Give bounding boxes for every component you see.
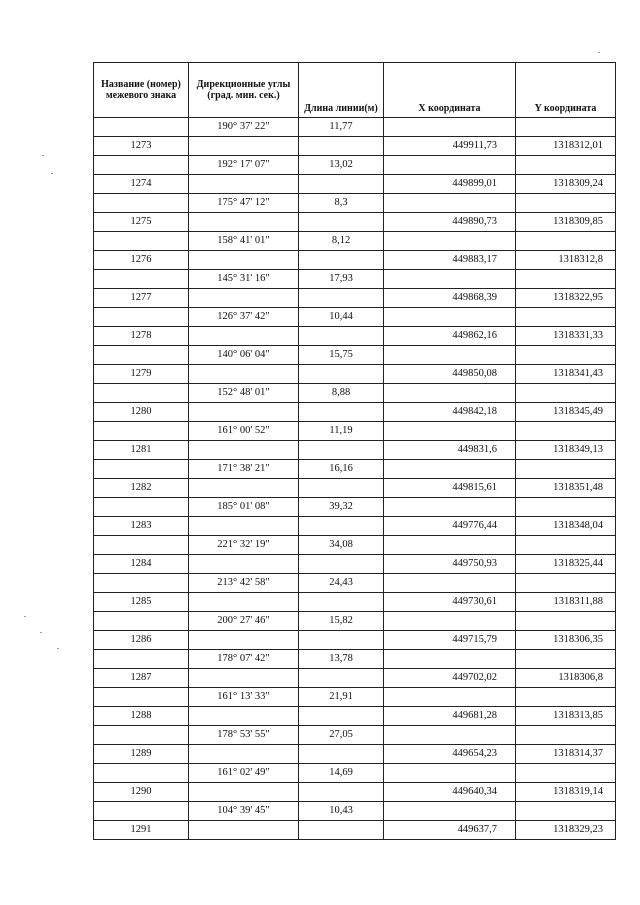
marker-name-cell: 1283 xyxy=(94,517,189,536)
x-coordinate-cell-empty xyxy=(384,384,516,403)
marker-name-cell: 1286 xyxy=(94,631,189,650)
marker-name-cell-empty xyxy=(94,688,189,707)
table-row-line xyxy=(94,764,616,783)
directional-angle-cell: 178° 07' 42" xyxy=(189,650,299,669)
marker-name-cell-empty xyxy=(94,726,189,745)
marker-name-cell: 1288 xyxy=(94,707,189,726)
x-coordinate-cell-empty xyxy=(384,498,516,517)
y-coordinate-cell: 1318306,35 xyxy=(516,631,616,650)
directional-angle-cell-empty xyxy=(189,213,299,232)
table-row-line xyxy=(94,688,616,707)
directional-angle-cell-empty xyxy=(189,707,299,726)
x-coordinate-cell: 449862,16 xyxy=(384,327,516,346)
x-coordinate-cell-empty xyxy=(384,688,516,707)
scan-speck xyxy=(57,648,59,649)
directional-angle-cell: 161° 02' 49" xyxy=(189,764,299,783)
x-coordinate-cell-empty xyxy=(384,194,516,213)
marker-name-cell: 1278 xyxy=(94,327,189,346)
table-row-line xyxy=(94,612,616,631)
line-length-cell: 16,16 xyxy=(299,460,384,479)
marker-name-cell: 1275 xyxy=(94,213,189,232)
directional-angle-cell-empty xyxy=(189,745,299,764)
directional-angle-cell-empty xyxy=(189,517,299,536)
x-coordinate-cell: 449637,7 xyxy=(384,821,516,840)
header-line-length: Длина линии(м) xyxy=(299,63,384,118)
x-coordinate-cell-empty xyxy=(384,612,516,631)
scan-speck xyxy=(40,632,42,633)
directional-angle-cell-empty xyxy=(189,479,299,498)
line-length-cell-empty xyxy=(299,783,384,802)
marker-name-cell: 1284 xyxy=(94,555,189,574)
directional-angle-cell: 175° 47' 12" xyxy=(189,194,299,213)
directional-angle-cell: 126° 37' 42" xyxy=(189,308,299,327)
directional-angle-cell-empty xyxy=(189,175,299,194)
y-coordinate-cell: 1318314,37 xyxy=(516,745,616,764)
x-coordinate-cell: 449911,73 xyxy=(384,137,516,156)
table-row-point xyxy=(94,251,616,270)
y-coordinate-cell: 1318313,85 xyxy=(516,707,616,726)
x-coordinate-cell: 449654,23 xyxy=(384,745,516,764)
marker-name-cell-empty xyxy=(94,460,189,479)
y-coordinate-cell-empty xyxy=(516,726,616,745)
line-length-cell: 15,75 xyxy=(299,346,384,365)
x-coordinate-cell-empty xyxy=(384,764,516,783)
table-row-line xyxy=(94,726,616,745)
table-row-line xyxy=(94,156,616,175)
y-coordinate-cell-empty xyxy=(516,536,616,555)
y-coordinate-cell: 1318348,04 xyxy=(516,517,616,536)
y-coordinate-cell-empty xyxy=(516,270,616,289)
x-coordinate-cell: 449831,6 xyxy=(384,441,516,460)
marker-name-cell-empty xyxy=(94,802,189,821)
y-coordinate-cell-empty xyxy=(516,232,616,251)
table-row-point xyxy=(94,441,616,460)
line-length-cell: 11,19 xyxy=(299,422,384,441)
x-coordinate-cell: 449730,61 xyxy=(384,593,516,612)
line-length-cell-empty xyxy=(299,289,384,308)
directional-angle-cell-empty xyxy=(189,137,299,156)
line-length-cell-empty xyxy=(299,745,384,764)
line-length-cell: 8,88 xyxy=(299,384,384,403)
line-length-cell-empty xyxy=(299,441,384,460)
marker-name-cell-empty xyxy=(94,422,189,441)
directional-angle-cell-empty xyxy=(189,669,299,688)
marker-name-cell: 1277 xyxy=(94,289,189,308)
y-coordinate-cell-empty xyxy=(516,498,616,517)
x-coordinate-cell: 449776,44 xyxy=(384,517,516,536)
table-row-line xyxy=(94,574,616,593)
line-length-cell: 13,78 xyxy=(299,650,384,669)
table-row-line xyxy=(94,308,616,327)
x-coordinate-cell-empty xyxy=(384,118,516,137)
table-row-line xyxy=(94,460,616,479)
directional-angle-cell-empty xyxy=(189,289,299,308)
table-row-point xyxy=(94,403,616,422)
x-coordinate-cell: 449681,28 xyxy=(384,707,516,726)
y-coordinate-cell-empty xyxy=(516,156,616,175)
scan-speck xyxy=(598,52,600,53)
table-row-line xyxy=(94,232,616,251)
line-length-cell-empty xyxy=(299,251,384,270)
marker-name-cell: 1281 xyxy=(94,441,189,460)
line-length-cell: 10,43 xyxy=(299,802,384,821)
line-length-cell-empty xyxy=(299,821,384,840)
directional-angle-cell-empty xyxy=(189,441,299,460)
header-marker-name: Название (номер) межевого знака xyxy=(94,63,189,118)
y-coordinate-cell-empty xyxy=(516,764,616,783)
y-coordinate-cell: 1318325,44 xyxy=(516,555,616,574)
line-length-cell: 27,05 xyxy=(299,726,384,745)
x-coordinate-cell-empty xyxy=(384,270,516,289)
y-coordinate-cell: 1318349,13 xyxy=(516,441,616,460)
directional-angle-cell-empty xyxy=(189,783,299,802)
marker-name-cell: 1273 xyxy=(94,137,189,156)
table-row-point xyxy=(94,137,616,156)
table-body xyxy=(94,118,616,840)
y-coordinate-cell: 1318312,01 xyxy=(516,137,616,156)
y-coordinate-cell: 1318341,43 xyxy=(516,365,616,384)
line-length-cell: 17,93 xyxy=(299,270,384,289)
x-coordinate-cell-empty xyxy=(384,802,516,821)
line-length-cell-empty xyxy=(299,555,384,574)
x-coordinate-cell-empty xyxy=(384,346,516,365)
table-row-point xyxy=(94,517,616,536)
x-coordinate-cell: 449815,61 xyxy=(384,479,516,498)
line-length-cell: 10,44 xyxy=(299,308,384,327)
table-row-point xyxy=(94,745,616,764)
y-coordinate-cell-empty xyxy=(516,384,616,403)
line-length-cell-empty xyxy=(299,327,384,346)
table-row-point xyxy=(94,631,616,650)
x-coordinate-cell: 449883,17 xyxy=(384,251,516,270)
y-coordinate-cell-empty xyxy=(516,802,616,821)
y-coordinate-cell-empty xyxy=(516,346,616,365)
directional-angle-cell: 213° 42' 58" xyxy=(189,574,299,593)
line-length-cell: 14,69 xyxy=(299,764,384,783)
table-row-point xyxy=(94,479,616,498)
line-length-cell: 8,12 xyxy=(299,232,384,251)
x-coordinate-cell-empty xyxy=(384,650,516,669)
y-coordinate-cell-empty xyxy=(516,612,616,631)
table-row-point xyxy=(94,289,616,308)
x-coordinate-cell: 449842,18 xyxy=(384,403,516,422)
x-coordinate-cell-empty xyxy=(384,422,516,441)
marker-name-cell: 1285 xyxy=(94,593,189,612)
y-coordinate-cell: 1318322,95 xyxy=(516,289,616,308)
marker-name-cell-empty xyxy=(94,194,189,213)
line-length-cell: 8,3 xyxy=(299,194,384,213)
marker-name-cell: 1274 xyxy=(94,175,189,194)
marker-name-cell-empty xyxy=(94,232,189,251)
header-y-coordinate: Y координата xyxy=(516,63,616,118)
line-length-cell-empty xyxy=(299,365,384,384)
x-coordinate-cell-empty xyxy=(384,156,516,175)
marker-name-cell: 1276 xyxy=(94,251,189,270)
table-row-point xyxy=(94,593,616,612)
table-row-line xyxy=(94,802,616,821)
header-x-coordinate: X координата xyxy=(384,63,516,118)
x-coordinate-cell-empty xyxy=(384,726,516,745)
line-length-cell-empty xyxy=(299,175,384,194)
line-length-cell-empty xyxy=(299,137,384,156)
line-length-cell-empty xyxy=(299,213,384,232)
marker-name-cell-empty xyxy=(94,536,189,555)
table-row-point xyxy=(94,783,616,802)
scan-speck xyxy=(42,155,44,156)
table-row-point xyxy=(94,821,616,840)
table-row-point xyxy=(94,669,616,688)
x-coordinate-cell: 449715,79 xyxy=(384,631,516,650)
table-row-line xyxy=(94,384,616,403)
table-row-point xyxy=(94,555,616,574)
y-coordinate-cell: 1318309,85 xyxy=(516,213,616,232)
y-coordinate-cell-empty xyxy=(516,574,616,593)
marker-name-cell: 1291 xyxy=(94,821,189,840)
x-coordinate-cell-empty xyxy=(384,232,516,251)
directional-angle-cell: 152° 48' 01" xyxy=(189,384,299,403)
table-row-point xyxy=(94,213,616,232)
line-length-cell: 21,91 xyxy=(299,688,384,707)
y-coordinate-cell-empty xyxy=(516,308,616,327)
x-coordinate-cell-empty xyxy=(384,308,516,327)
line-length-cell: 34,08 xyxy=(299,536,384,555)
x-coordinate-cell: 449890,73 xyxy=(384,213,516,232)
line-length-cell: 11,77 xyxy=(299,118,384,137)
y-coordinate-cell: 1318312,8 xyxy=(516,251,616,270)
line-length-cell: 39,32 xyxy=(299,498,384,517)
directional-angle-cell: 161° 13' 33" xyxy=(189,688,299,707)
table-row-line xyxy=(94,536,616,555)
marker-name-cell: 1287 xyxy=(94,669,189,688)
marker-name-cell-empty xyxy=(94,270,189,289)
y-coordinate-cell-empty xyxy=(516,460,616,479)
directional-angle-cell-empty xyxy=(189,403,299,422)
scan-speck xyxy=(51,173,53,174)
table-row-line xyxy=(94,270,616,289)
directional-angle-cell: 158° 41' 01" xyxy=(189,232,299,251)
directional-angle-cell-empty xyxy=(189,593,299,612)
x-coordinate-cell: 449868,39 xyxy=(384,289,516,308)
x-coordinate-cell: 449750,93 xyxy=(384,555,516,574)
directional-angle-cell: 145° 31' 16" xyxy=(189,270,299,289)
table-row-line xyxy=(94,498,616,517)
directional-angle-cell: 190° 37' 22" xyxy=(189,118,299,137)
marker-name-cell: 1290 xyxy=(94,783,189,802)
directional-angle-cell: 192° 17' 07" xyxy=(189,156,299,175)
marker-name-cell-empty xyxy=(94,308,189,327)
line-length-cell-empty xyxy=(299,669,384,688)
y-coordinate-cell: 1318345,49 xyxy=(516,403,616,422)
marker-name-cell: 1279 xyxy=(94,365,189,384)
y-coordinate-cell: 1318311,88 xyxy=(516,593,616,612)
y-coordinate-cell-empty xyxy=(516,688,616,707)
directional-angle-cell: 178° 53' 55" xyxy=(189,726,299,745)
scan-speck xyxy=(24,616,26,617)
x-coordinate-cell: 449899,01 xyxy=(384,175,516,194)
line-length-cell-empty xyxy=(299,707,384,726)
table-row-line xyxy=(94,118,616,137)
marker-name-cell: 1280 xyxy=(94,403,189,422)
directional-angle-cell: 161° 00' 52" xyxy=(189,422,299,441)
y-coordinate-cell: 1318319,14 xyxy=(516,783,616,802)
line-length-cell-empty xyxy=(299,403,384,422)
directional-angle-cell: 200° 27' 46" xyxy=(189,612,299,631)
marker-name-cell-empty xyxy=(94,650,189,669)
line-length-cell-empty xyxy=(299,479,384,498)
line-length-cell: 15,82 xyxy=(299,612,384,631)
table-row-line xyxy=(94,194,616,213)
y-coordinate-cell: 1318351,48 xyxy=(516,479,616,498)
table-row-point xyxy=(94,175,616,194)
boundary-coordinates-table xyxy=(93,62,616,840)
marker-name-cell-empty xyxy=(94,118,189,137)
line-length-cell: 13,02 xyxy=(299,156,384,175)
marker-name-cell-empty xyxy=(94,764,189,783)
header-directional-angle: Дирекционные углы (град. мин. сек.) xyxy=(189,63,299,118)
marker-name-cell: 1282 xyxy=(94,479,189,498)
y-coordinate-cell: 1318306,8 xyxy=(516,669,616,688)
table-row-point xyxy=(94,365,616,384)
x-coordinate-cell-empty xyxy=(384,460,516,479)
directional-angle-cell-empty xyxy=(189,251,299,270)
marker-name-cell-empty xyxy=(94,346,189,365)
line-length-cell-empty xyxy=(299,593,384,612)
directional-angle-cell: 185° 01' 08" xyxy=(189,498,299,517)
marker-name-cell-empty xyxy=(94,384,189,403)
table-header-row xyxy=(94,63,616,118)
marker-name-cell-empty xyxy=(94,498,189,517)
directional-angle-cell: 171° 38' 21" xyxy=(189,460,299,479)
directional-angle-cell-empty xyxy=(189,821,299,840)
y-coordinate-cell: 1318309,24 xyxy=(516,175,616,194)
y-coordinate-cell-empty xyxy=(516,650,616,669)
directional-angle-cell: 221° 32' 19" xyxy=(189,536,299,555)
y-coordinate-cell: 1318329,23 xyxy=(516,821,616,840)
y-coordinate-cell: 1318331,33 xyxy=(516,327,616,346)
table-row-point xyxy=(94,327,616,346)
directional-angle-cell-empty xyxy=(189,365,299,384)
marker-name-cell-empty xyxy=(94,574,189,593)
table-row-point xyxy=(94,707,616,726)
marker-name-cell: 1289 xyxy=(94,745,189,764)
directional-angle-cell-empty xyxy=(189,555,299,574)
line-length-cell-empty xyxy=(299,517,384,536)
x-coordinate-cell: 449640,34 xyxy=(384,783,516,802)
line-length-cell: 24,43 xyxy=(299,574,384,593)
marker-name-cell-empty xyxy=(94,156,189,175)
y-coordinate-cell-empty xyxy=(516,194,616,213)
table-row-line xyxy=(94,422,616,441)
table-row-line xyxy=(94,346,616,365)
y-coordinate-cell-empty xyxy=(516,422,616,441)
directional-angle-cell-empty xyxy=(189,327,299,346)
directional-angle-cell: 104° 39' 45" xyxy=(189,802,299,821)
x-coordinate-cell-empty xyxy=(384,574,516,593)
y-coordinate-cell-empty xyxy=(516,118,616,137)
table-row-line xyxy=(94,650,616,669)
x-coordinate-cell-empty xyxy=(384,536,516,555)
line-length-cell-empty xyxy=(299,631,384,650)
marker-name-cell-empty xyxy=(94,612,189,631)
directional-angle-cell: 140° 06' 04" xyxy=(189,346,299,365)
x-coordinate-cell: 449850,08 xyxy=(384,365,516,384)
x-coordinate-cell: 449702,02 xyxy=(384,669,516,688)
directional-angle-cell-empty xyxy=(189,631,299,650)
